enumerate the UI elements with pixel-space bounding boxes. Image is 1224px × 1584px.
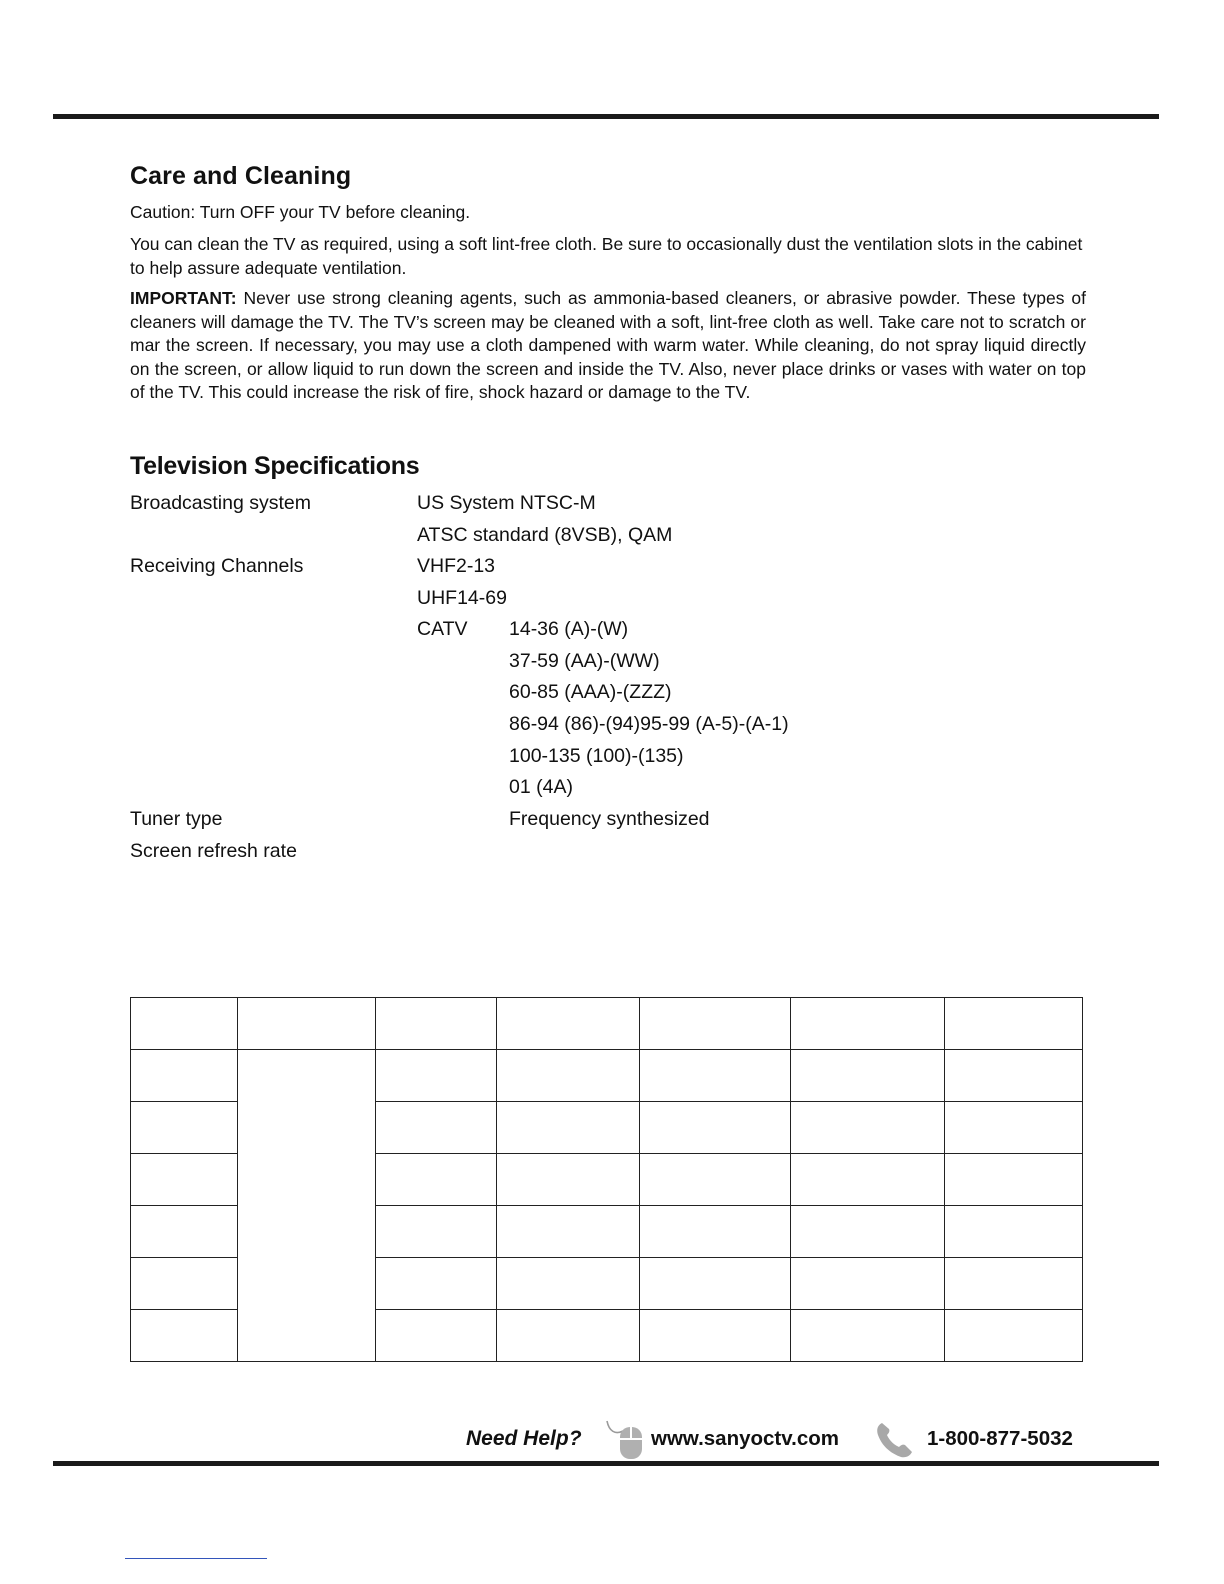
table-cell — [640, 1206, 791, 1258]
footnote-line — [125, 1558, 267, 1559]
receiving-value-1: VHF2-13 — [417, 555, 496, 577]
table-cell — [791, 1102, 945, 1154]
phone-icon — [874, 1420, 914, 1460]
spec-table — [130, 997, 1083, 1362]
specifications-title: Television Specifications — [130, 452, 420, 480]
receiving-label: Receiving Channels — [130, 555, 304, 577]
table-cell — [497, 1310, 640, 1362]
table-cell — [791, 1154, 945, 1206]
catv-value-2: 37-59 (AA)-(WW) — [509, 650, 660, 672]
table-cell — [131, 1206, 238, 1258]
table-cell — [945, 1258, 1083, 1310]
table-cell — [376, 1310, 497, 1362]
important-text: Never use strong cleaning agents, such as ammonia-based cleaners, or abrasive powder. These types of cleaners will damage the TV. The TV’s screen may be cleaned with a soft, lint-free cloth as well. Take care not to scratch or mar the screen. If necessary, you may use a cloth dampened with warm water. While cleaning, do not spray liquid directly on the screen, or allow liquid to run down the screen and inside the TV. Also, never place drinks or vases with water on top of the TV. This could increase the risk of fire, shock hazard or damage to the TV. — [130, 288, 1086, 403]
table-cell — [791, 1050, 945, 1102]
catv-value-5: 100-135 (100)-(135) — [509, 745, 684, 767]
tuner-label: Tuner type — [130, 808, 223, 830]
table-cell — [497, 1154, 640, 1206]
table-cell — [945, 1102, 1083, 1154]
bottom-rule — [53, 1461, 1159, 1466]
table-cell — [497, 998, 640, 1050]
table-cell — [497, 1050, 640, 1102]
website-link[interactable]: www.sanyoctv.com — [651, 1427, 839, 1450]
care-title: Care and Cleaning — [130, 162, 352, 190]
receiving-value-2: UHF14-69 — [417, 587, 507, 609]
table-cell — [640, 1258, 791, 1310]
table-cell — [376, 1102, 497, 1154]
table-cell — [376, 1206, 497, 1258]
table-cell — [497, 1102, 640, 1154]
table-cell — [131, 1102, 238, 1154]
table-cell — [640, 1154, 791, 1206]
catv-value-6: 01 (4A) — [509, 776, 573, 798]
table-cell — [945, 1310, 1083, 1362]
table-cell — [376, 998, 497, 1050]
catv-value-3: 60-85 (AAA)-(ZZZ) — [509, 681, 672, 703]
phone-number[interactable]: 1-800-877-5032 — [927, 1427, 1073, 1450]
table-row — [131, 1050, 1083, 1102]
table-cell — [497, 1206, 640, 1258]
table-cell — [238, 998, 376, 1050]
table-cell — [131, 998, 238, 1050]
broadcasting-label: Broadcasting system — [130, 492, 311, 514]
table-cell — [791, 998, 945, 1050]
table-cell — [945, 1154, 1083, 1206]
table-cell — [791, 1310, 945, 1362]
table-cell — [791, 1258, 945, 1310]
table-cell — [640, 1102, 791, 1154]
table-cell — [131, 1050, 238, 1102]
table-cell — [945, 1206, 1083, 1258]
table-cell — [131, 1258, 238, 1310]
catv-value-4: 86-94 (86)-(94)95-99 (A-5)-(A-1) — [509, 713, 789, 735]
table-cell — [945, 1050, 1083, 1102]
table-cell — [791, 1206, 945, 1258]
tuner-value: Frequency synthesized — [509, 808, 710, 830]
table-cell — [376, 1050, 497, 1102]
broadcasting-value-2: ATSC standard (8VSB), QAM — [417, 524, 673, 546]
top-rule — [53, 114, 1159, 119]
mouse-icon — [603, 1417, 645, 1457]
table-row — [131, 998, 1083, 1050]
important-label: IMPORTANT: — [130, 288, 237, 308]
cleaning-paragraph: You can clean the TV as required, using a soft lint-free cloth. Be sure to occasionally dust the ventilation slots in the cabinet to help assure adequate ventilation. — [130, 234, 1083, 278]
table-merged-cell — [238, 1050, 376, 1362]
table-cell — [497, 1258, 640, 1310]
table-cell — [640, 1310, 791, 1362]
broadcasting-value-1: US System NTSC-M — [417, 492, 596, 514]
table-cell — [131, 1310, 238, 1362]
table-cell — [640, 1050, 791, 1102]
refresh-label: Screen refresh rate — [130, 840, 297, 862]
table-cell — [376, 1258, 497, 1310]
catv-label: CATV — [417, 618, 468, 640]
caution-text: Caution: Turn OFF your TV before cleaning. — [130, 202, 471, 222]
need-help-text: Need Help? — [466, 1427, 582, 1450]
important-paragraph — [130, 287, 1086, 405]
catv-value-1: 14-36 (A)-(W) — [509, 618, 629, 640]
table-cell — [945, 998, 1083, 1050]
table-cell — [376, 1154, 497, 1206]
table-cell — [131, 1154, 238, 1206]
table-cell — [640, 998, 791, 1050]
